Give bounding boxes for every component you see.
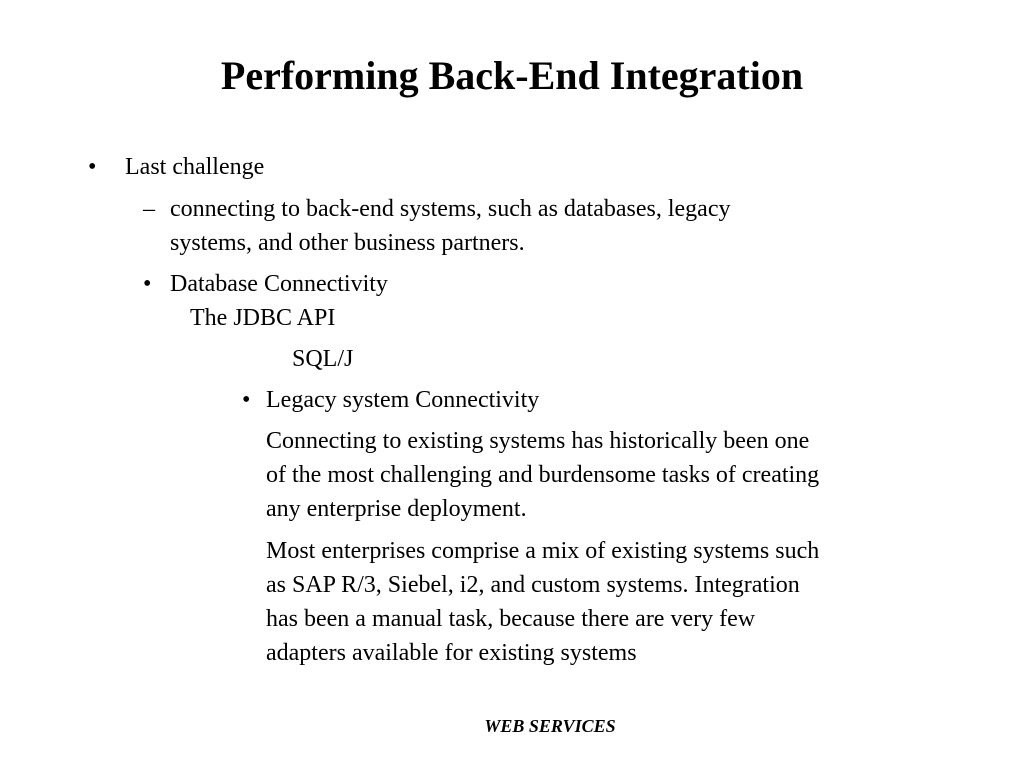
paragraph-1-line-3: any enterprise deployment. <box>266 496 527 522</box>
slide-footer: WEB SERVICES <box>484 716 616 736</box>
sqlj-text: SQL/J <box>292 346 354 372</box>
sub-bullet-line-2: systems, and other business partners. <box>170 230 525 256</box>
paragraph-2-line-3: has been a manual task, because there are very few <box>266 606 756 632</box>
slide-title: Performing Back-End Integration <box>220 53 804 98</box>
bullet-marker: • <box>242 387 251 413</box>
bullet-legacy-connectivity: Legacy system Connectivity <box>266 387 540 413</box>
paragraph-1-line-2: of the most challenging and burdensome tasks of creating <box>266 462 820 488</box>
paragraph-2-line-1: Most enterprises comprise a mix of existing systems such <box>266 538 820 564</box>
bullet-last-challenge: Last challenge <box>125 154 265 180</box>
bullet-marker: • <box>88 154 97 180</box>
sub-bullet-line-1: connecting to back-end systems, such as databases, legacy <box>170 196 731 222</box>
bullet-marker: • <box>143 271 152 297</box>
paragraph-2-line-4: adapters available for existing systems <box>266 640 637 666</box>
paragraph-2-line-2: as SAP R/3, Siebel, i2, and custom systems. Integration <box>266 572 800 598</box>
jdbc-api-text: The JDBC API <box>190 305 336 331</box>
dash-marker: – <box>143 196 155 222</box>
bullet-database-connectivity: Database Connectivity <box>170 271 388 297</box>
paragraph-1-line-1: Connecting to existing systems has historically been one <box>266 428 810 454</box>
